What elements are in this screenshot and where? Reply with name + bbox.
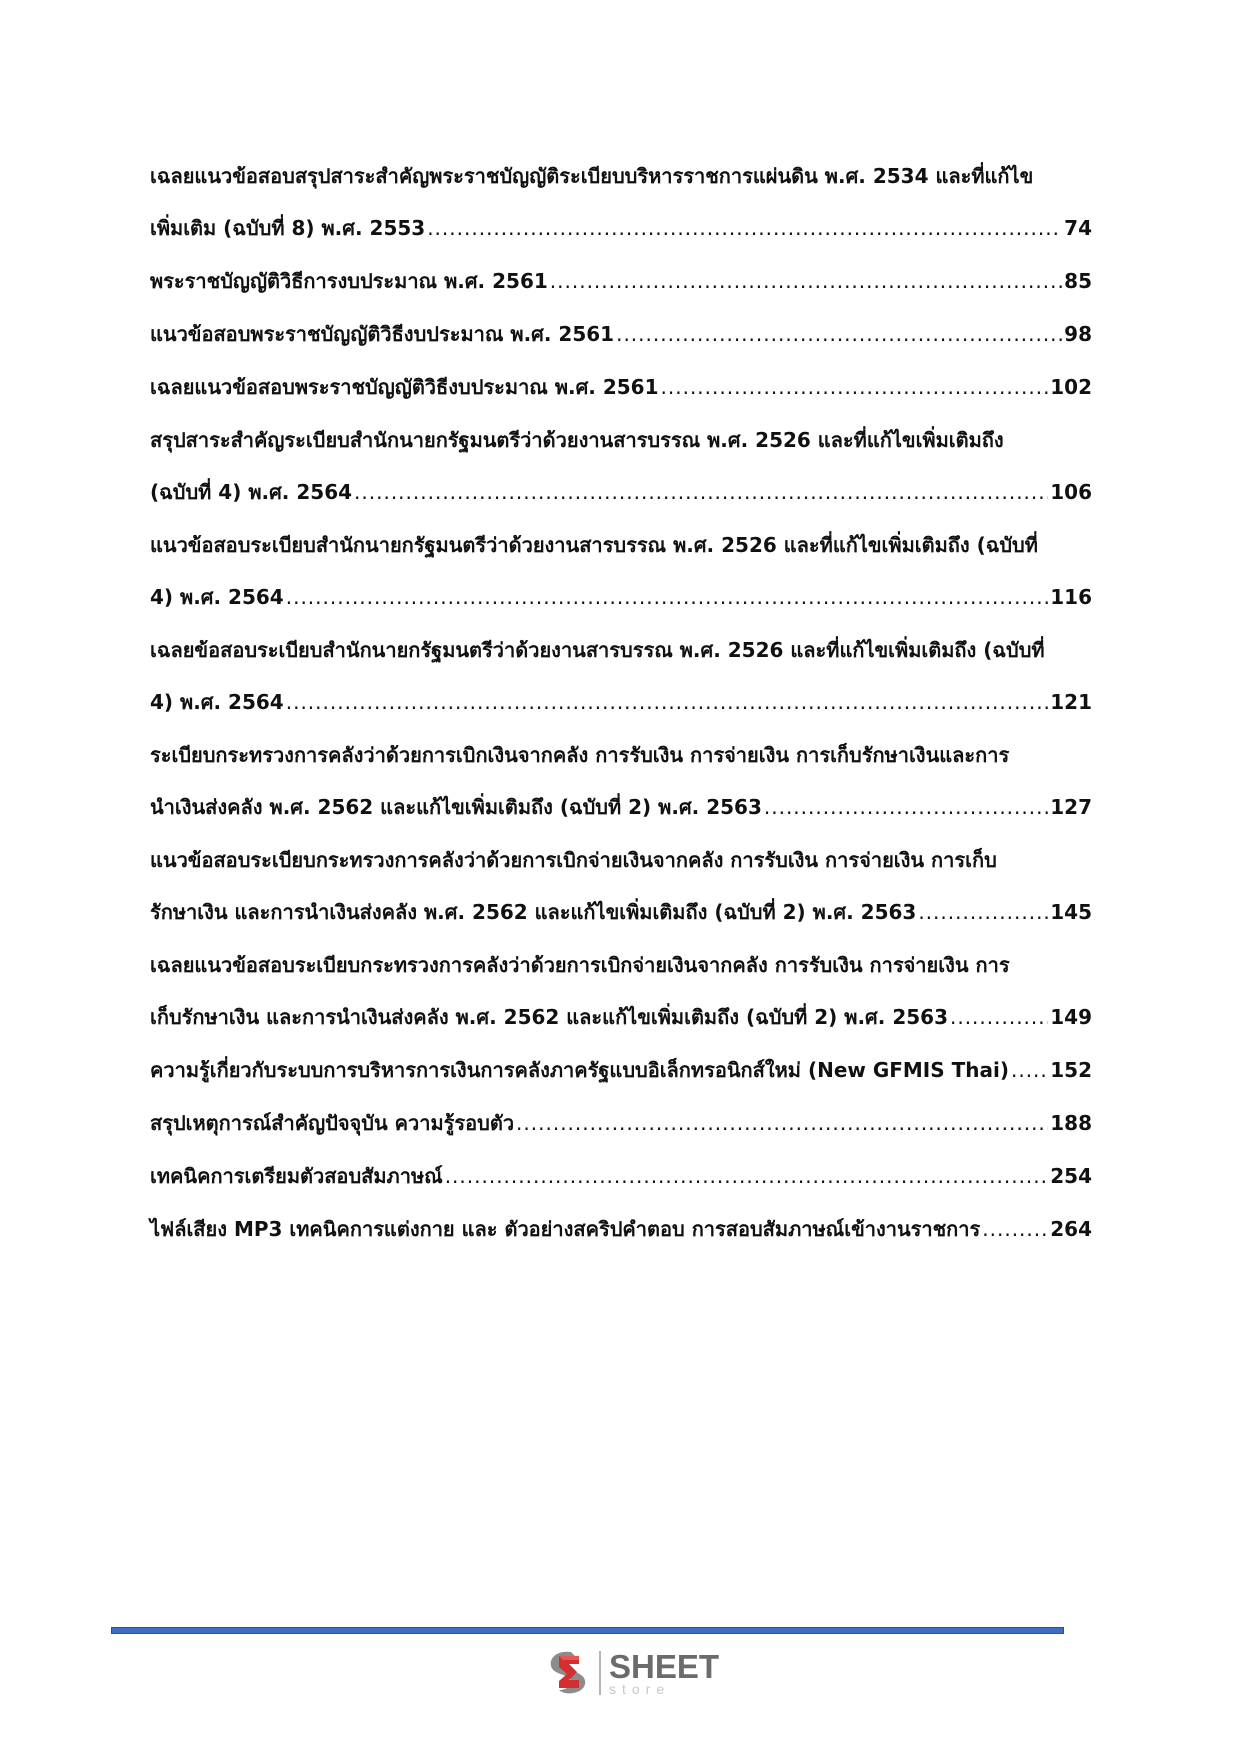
toc-entry-text: แนวข้อสอบระเบียบกระทรวงการคลังว่าด้วยการเบิกจ่ายเงินจากคลัง การรับเงิน การจ่ายเงิน การเก็บ (150, 848, 997, 872)
dot-leader (661, 361, 1049, 413)
logo-word: SHEET (609, 1648, 720, 1685)
dot-leader (918, 886, 1048, 938)
footer-divider (111, 1627, 1064, 1634)
dot-leader (354, 466, 1048, 518)
toc-page-number: 149 (1050, 1005, 1092, 1029)
toc-entry[interactable] (150, 255, 1092, 307)
table-of-contents (150, 150, 1092, 1255)
toc-entry-text: เฉลยแนวข้อสอบระเบียบกระทรวงการคลังว่าด้วยการเบิกจ่ายเงินจากคลัง การรับเงิน การจ่ายเงิน การ (150, 953, 1010, 977)
toc-entry[interactable] (150, 1044, 1092, 1096)
toc-entry-text: เฉลยแนวข้อสอบสรุปสาระสำคัญพระราชบัญญัติระเบียบบริหารราชการแผ่นดิน พ.ศ. 2534 และที่แก้ไข (150, 164, 1034, 188)
toc-entry[interactable] (150, 729, 1092, 833)
toc-entry[interactable] (150, 361, 1092, 413)
toc-entry[interactable] (150, 939, 1092, 1043)
dot-leader (516, 1097, 1048, 1149)
dot-leader (1011, 1044, 1048, 1096)
toc-page-number: 152 (1050, 1058, 1092, 1082)
toc-entry-text: นำเงินส่งคลัง พ.ศ. 2562 และแก้ไขเพิ่มเติมถึง (ฉบับที่ 2) พ.ศ. 2563 (150, 795, 762, 819)
toc-entry-text: เฉลยข้อสอบระเบียบสำนักนายกรัฐมนตรีว่าด้วยงานสารบรรณ พ.ศ. 2526 และที่แก้ไขเพิ่มเติมถึง (ฉบับที่ (150, 638, 1045, 662)
dot-leader (764, 781, 1048, 833)
toc-entry[interactable] (150, 1203, 1092, 1255)
toc-entry-text: พระราชบัญญัติวิธีการงบประมาณ พ.ศ. 2561 (150, 269, 548, 293)
toc-entry-text: แนวข้อสอบพระราชบัญญัติวิธีงบประมาณ พ.ศ. 2561 (150, 322, 615, 346)
toc-entry-text: เฉลยแนวข้อสอบพระราชบัญญัติวิธีงบประมาณ พ.ศ. 2561 (150, 375, 659, 399)
toc-page-number: 74 (1064, 216, 1092, 240)
dot-leader (950, 991, 1048, 1043)
toc-entry[interactable] (150, 150, 1092, 254)
toc-page-number: 121 (1050, 690, 1092, 714)
toc-entry-text: รักษาเงิน และการนำเงินส่งคลัง พ.ศ. 2562 และแก้ไขเพิ่มเติมถึง (ฉบับที่ 2) พ.ศ. 2563 (150, 900, 917, 924)
dot-leader (445, 1150, 1049, 1202)
toc-entry[interactable] (150, 624, 1092, 728)
toc-entry-text: 4) พ.ศ. 2564 (150, 585, 284, 609)
toc-entry-text: (ฉบับที่ 4) พ.ศ. 2564 (150, 480, 353, 504)
toc-entry[interactable] (150, 834, 1092, 938)
toc-entry[interactable] (150, 1150, 1092, 1202)
logo-subword: store (609, 1681, 671, 1697)
toc-page-number: 145 (1050, 900, 1092, 924)
toc-entry-text: 4) พ.ศ. 2564 (150, 690, 284, 714)
dot-leader (550, 255, 1062, 307)
toc-page-number: 98 (1064, 322, 1092, 346)
toc-page-number: 264 (1050, 1217, 1092, 1241)
toc-entry-text: เพิ่มเติม (ฉบับที่ 8) พ.ศ. 2553 (150, 216, 426, 240)
toc-page-number: 102 (1050, 375, 1092, 399)
toc-page-number: 254 (1050, 1164, 1092, 1188)
toc-entry[interactable] (150, 1097, 1092, 1149)
toc-entry-text: แนวข้อสอบระเบียบสำนักนายกรัฐมนตรีว่าด้วยงานสารบรรณ พ.ศ. 2526 และที่แก้ไขเพิ่มเติมถึง (ฉบับที่ (150, 533, 1038, 557)
toc-page-number: 188 (1050, 1111, 1092, 1135)
toc-entry[interactable] (150, 308, 1092, 360)
logo-wordmark (609, 1650, 719, 1696)
toc-page-number: 116 (1050, 585, 1092, 609)
toc-entry-text: สรุปสาระสำคัญระเบียบสำนักนายกรัฐมนตรีว่าด้วยงานสารบรรณ พ.ศ. 2526 และที่แก้ไขเพิ่มเติมถึง (150, 428, 1004, 452)
toc-entry[interactable] (150, 519, 1092, 623)
toc-entry-text: ระเบียบกระทรวงการคลังว่าด้วยการเบิกเงินจากคลัง การรับเงิน การจ่ายเงิน การเก็บรักษาเงินและการ (150, 743, 1010, 767)
toc-entry-text: เก็บรักษาเงิน และการนำเงินส่งคลัง พ.ศ. 2562 และแก้ไขเพิ่มเติมถึง (ฉบับที่ 2) พ.ศ. 2563 (150, 1005, 948, 1029)
sheet-store-logo-icon (543, 1648, 593, 1698)
toc-entry-text: ความรู้เกี่ยวกับระบบการบริหารการเงินการคลังภาครัฐแบบอิเล็กทรอนิกส์ใหม่ (New GFMIS Thai) (150, 1058, 1009, 1082)
toc-page-number: 106 (1050, 480, 1092, 504)
toc-entry-text: ไฟล์เสียง MP3 เทคนิคการแต่งกาย และ ตัวอย่างสคริปคำตอบ การสอบสัมภาษณ์เข้างานราชการ (150, 1217, 981, 1241)
logo-divider (599, 1651, 601, 1695)
toc-entry-text: สรุปเหตุการณ์สำคัญปัจจุบัน ความรู้รอบตัว (150, 1111, 515, 1135)
dot-leader (616, 308, 1062, 360)
dot-leader (982, 1203, 1048, 1255)
toc-page-number: 127 (1050, 795, 1092, 819)
toc-entry-text: เทคนิคการเตรียมตัวสอบสัมภาษณ์ (150, 1164, 443, 1188)
dot-leader (427, 202, 1062, 254)
sheet-store-logo (543, 1648, 719, 1698)
toc-page-number: 85 (1064, 269, 1092, 293)
dot-leader (286, 571, 1049, 623)
toc-entry[interactable] (150, 414, 1092, 518)
dot-leader (286, 676, 1049, 728)
